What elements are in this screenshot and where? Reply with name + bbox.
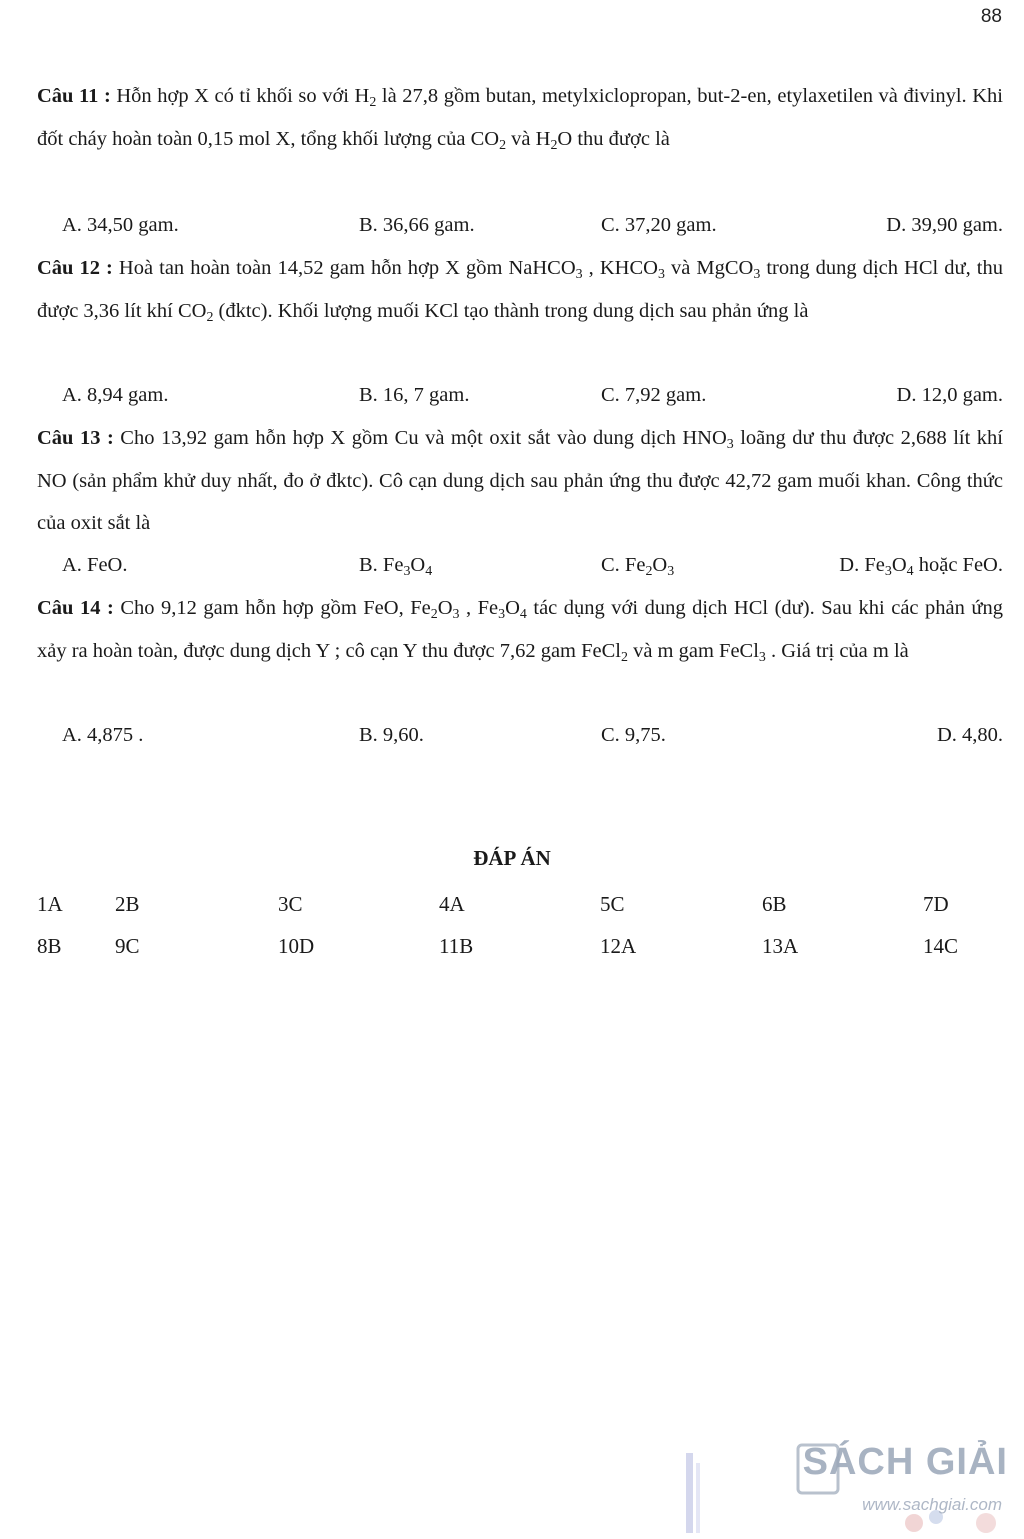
answer-item: 14C [923, 934, 959, 958]
option-a: A. 8,94 gam. [62, 384, 169, 406]
answer-item: 12A [600, 934, 637, 958]
answer-item: 8B [37, 934, 62, 958]
watermark-url: www.sachgiai.com [862, 1495, 1002, 1514]
options-12 [37, 375, 1003, 415]
option-b: B. 16, 7 gam. [359, 384, 470, 406]
option-a: A. 34,50 gam. [62, 214, 179, 236]
option-b: B. 36,66 gam. [359, 214, 475, 236]
question-stem: Hỗn hợp X có tỉ khối so với $H_2$ là 27,8 gồm butan, metylxiclopropan, but-2-en, etylaxetilen và đivinyl. Khi đốt cháy hoàn toàn 0,15 mol X, tổng khối lượng của $CO_2$ và $H_2O$ thu được là [37, 85, 1003, 153]
option-a: A. FeO. [62, 554, 128, 576]
answer-item: 11B [439, 934, 474, 958]
answer-item: 6B [762, 892, 787, 916]
question-11 [37, 75, 1003, 160]
option-d: D. 39,90 gam. [886, 214, 1003, 236]
option-c: C. 37,20 gam. [601, 214, 717, 236]
answer-item: 5C [600, 892, 625, 916]
question-stem: Cho 9,12 gam hỗn hợp gồm FeO, $Fe_2O_3$ , $Fe_3O_4$ tác dụng với dung dịch HCl (dư). Sau khi các phản ứng xảy ra hoàn toàn, được dung dịch Y ; cô cạn Y thu được 7,62 gam FeCl$_2$ và m gam FeCl$_3$ . Giá trị của m là [37, 597, 1003, 665]
answer-item: 7D [923, 892, 949, 916]
watermark-brand: SÁCH GIẢI [802, 1441, 1008, 1483]
answer-item: 4A [439, 892, 465, 916]
question-13 [37, 417, 1003, 545]
option-b: B. $Fe_3O_4$ [359, 554, 433, 579]
option-c: C. 9,75. [601, 724, 666, 746]
option-d: D. $Fe_3O_4$ hoặc FeO. [839, 554, 1003, 579]
option-d: D. 12,0 gam. [896, 384, 1003, 406]
answer-item: 10D [278, 934, 315, 958]
question-label: Câu 12 : [37, 257, 113, 279]
page-number: 88 [980, 6, 1002, 27]
answer-item: 3C [278, 892, 303, 916]
options-14 [37, 715, 1003, 755]
answer-item: 2B [115, 892, 140, 916]
option-d: D. 4,80. [936, 724, 1003, 746]
option-c: C. $Fe_2O_3$ [601, 554, 675, 579]
question-label: Câu 14 : [37, 597, 114, 619]
answer-item: 9C [115, 934, 140, 958]
question-label: Câu 13 : [37, 427, 114, 449]
answer-item: 13A [762, 934, 799, 958]
question-stem: Cho 13,92 gam hỗn hợp X gồm Cu và một oxit sắt vào dung dịch $HNO_3$ loãng dư thu được 2,688 lít khí NO (sản phẩm khử duy nhất, đo ở đktc). Cô cạn dung dịch sau phản ứng thu được 42,72 gam muối khan. Công thức của oxit sắt là [37, 427, 1003, 534]
question-12 [37, 247, 1003, 332]
question-label: Câu 11 : [37, 85, 111, 107]
answers-row-2 [0, 934, 1024, 974]
options-11 [37, 205, 1003, 245]
watermark-logo [686, 1433, 1016, 1533]
question-14 [37, 587, 1003, 672]
option-c: C. 7,92 gam. [601, 384, 707, 406]
answers-row-1 [0, 892, 1024, 932]
question-stem: Hoà tan hoàn toàn 14,52 gam hỗn hợp X gồm NaHCO$_3$ , $KHCO_3$ và MgCO$_3$ trong dung dịch HCl dư, thu được 3,36 lít khí $CO_2$ (đktc). Khối lượng muối KCl tạo thành trong dung dịch sau phản ứng là [37, 257, 1003, 325]
answers-title: ĐÁP ÁN [473, 846, 551, 870]
options-13 [37, 545, 1003, 585]
answer-item: 1A [37, 892, 63, 916]
option-b: B. 9,60. [359, 724, 424, 746]
option-a: A. 4,875 . [62, 724, 144, 746]
